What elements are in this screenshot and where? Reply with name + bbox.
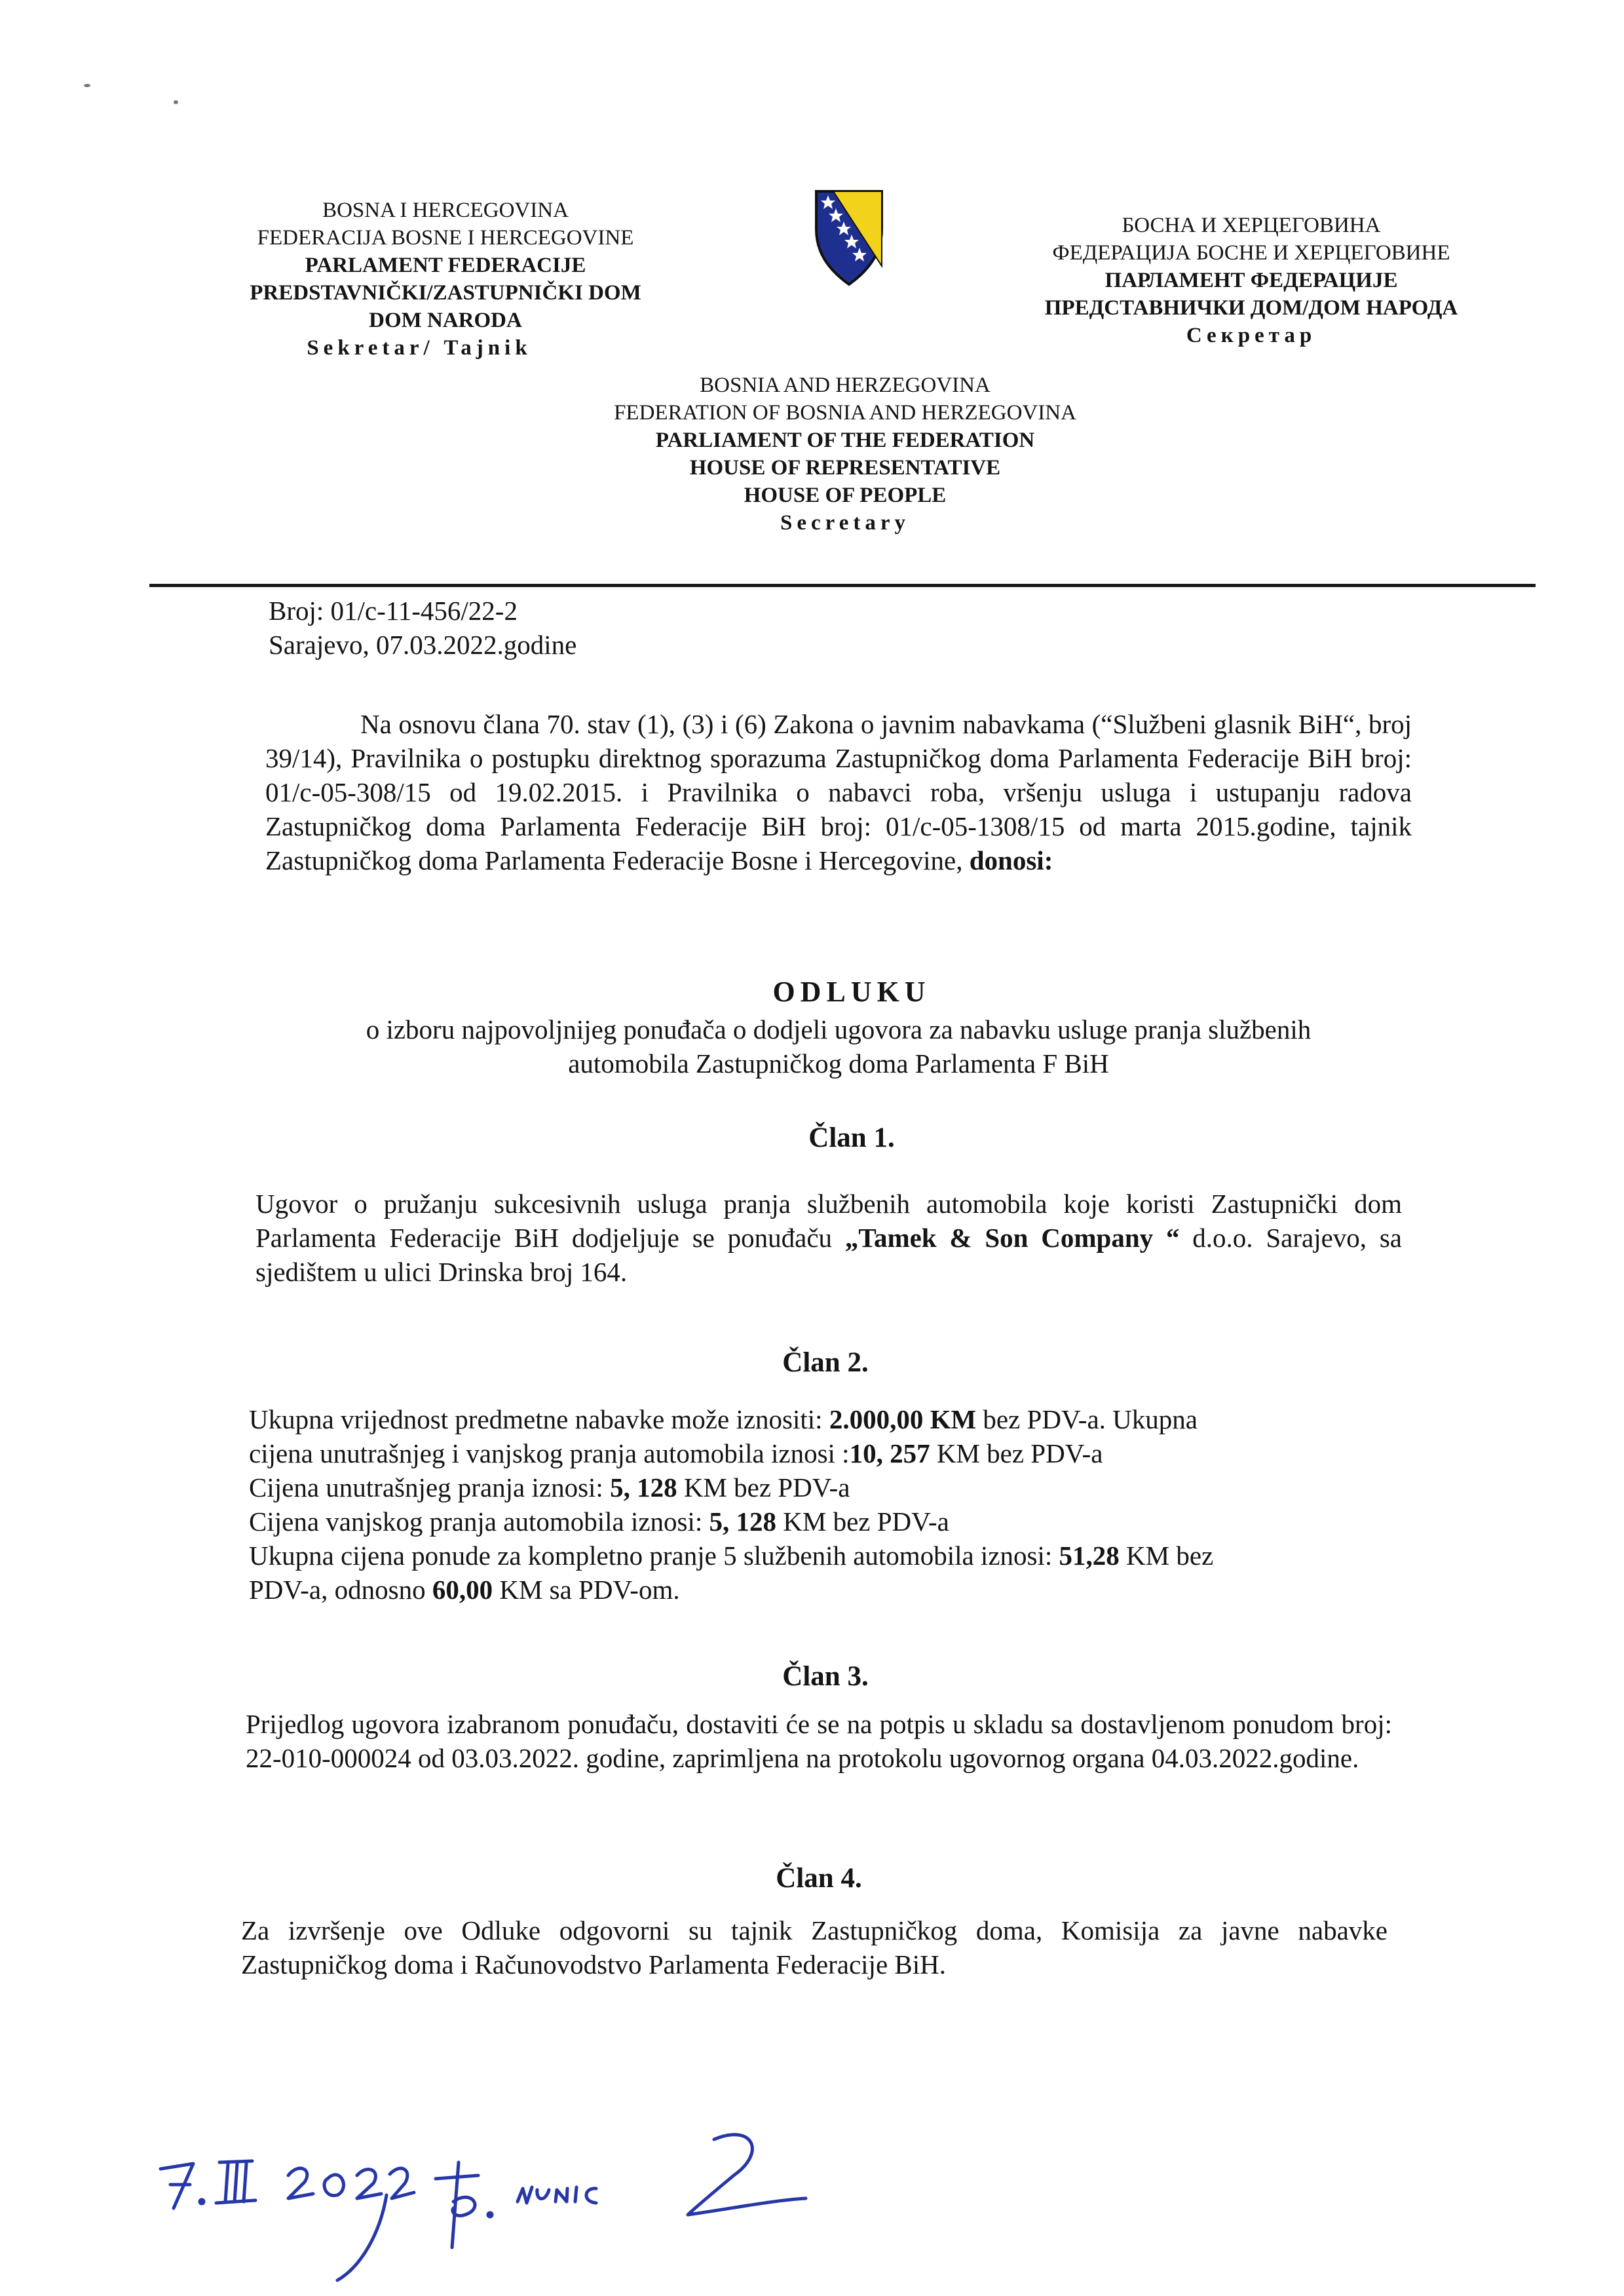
decision-subtitle <box>216 1012 1461 1081</box>
decision-title: ODLUKU <box>772 976 931 1008</box>
letterhead-line: ФЕДЕРАЦИЈА БОСНЕ И ХЕРЦЕГОВИНЕ <box>1052 241 1450 265</box>
article-1-body-end: d.o.o. Sarajevo, sa sjedištem u ulici Drinska broj 164. <box>255 1223 1402 1287</box>
letterhead-line: BOSNA I HERCEGOVINA <box>322 199 569 222</box>
letterhead-line: HOUSE OF PEOPLE <box>744 484 947 507</box>
preamble-text: Na osnovu člana 70. stav (1), (3) i (6) Zakona o javnim nabavkama (“Službeni glasnik BiH“, broj 39/14), Pravilnika o postupku direktnog sporazuma Zastupničkog doma Parlamenta Federacije BiH broj: 01/c-05-308/15 od 19.02.2015. i Pravilnika o nabavci roba, vršenju usluga i ustupanju radova Zastupničkog doma Parlamenta Federacije BiH broj: 01/c-05-1308/15 od marta 2015.godine, tajnik Zastupničkog doma Parlamenta Federacije Bosne i Hercegovine, <box>265 709 1412 875</box>
letterhead-latin <box>216 197 675 362</box>
reference-number: Broj: 01/c-11-456/22-2 <box>269 596 518 626</box>
letterhead-line: FEDERACIJA BOSNE I HERCEGOVINE <box>257 226 634 250</box>
decision-subtitle-line: o izboru najpovoljnijeg ponuđača o dodjeli ugovora za nabavku usluge pranja službenih <box>366 1014 1312 1044</box>
letterhead-line: FEDERATION OF BOSNIA AND HERZEGOVINA <box>614 401 1076 425</box>
scan-speck <box>84 84 90 87</box>
preamble <box>265 707 1412 877</box>
article-1-text <box>255 1187 1402 1289</box>
letterhead-line: HOUSE OF REPRESENTATIVE <box>689 456 1001 480</box>
article-2-heading: Član 2. <box>782 1347 869 1378</box>
letterhead-line: БОСНА И ХЕРЦЕГОВИНА <box>1122 214 1381 237</box>
article-4-text: Za izvršenje ove Odluke odgovorni su tajnik Zastupničkog doma, Komisija za javne nabavke Zastupničkog doma i Računovodstvo Parlamenta Federacije BiH. <box>241 1915 1388 1980</box>
article-2-line: PDV-a, odnosno 60,00 KM sa PDV-om. <box>249 1575 680 1605</box>
reference-block <box>269 594 1055 662</box>
coat-of-arms-icon <box>814 189 884 287</box>
letterhead-secretary: Секретар <box>1186 324 1317 347</box>
letterhead-cyrillic <box>996 212 1507 349</box>
article-1-heading: Član 1. <box>808 1122 895 1153</box>
letterhead-line: PREDSTAVNIČKI/ZASTUPNIČKI DOM <box>250 281 641 305</box>
decision-subtitle-line: automobila Zastupničkog doma Parlamenta F BiH <box>568 1048 1109 1079</box>
article-3-heading: Član 3. <box>782 1661 869 1692</box>
letterhead-english <box>563 372 1127 537</box>
letterhead-line: PARLIAMENT OF THE FEDERATION <box>655 429 1035 452</box>
letterhead-line: BOSNIA AND HERZEGOVINA <box>700 373 991 397</box>
letterhead-line: ПАРЛАМЕНТ ФЕДЕРАЦИЈЕ <box>1105 269 1398 292</box>
preamble-donosi: donosi: <box>969 845 1053 875</box>
scan-speck <box>174 100 178 104</box>
letterhead-line: DOM NARODA <box>369 309 522 332</box>
header-divider <box>149 584 1536 587</box>
article-2-line: Ukupna vrijednost predmetne nabavke može iznositi: 2.000,00 KM bez PDV-a. Ukupna <box>249 1404 1198 1434</box>
letterhead-line: PARLAMENT FEDERACIJE <box>305 254 586 277</box>
reference-place-date: Sarajevo, 07.03.2022.godine <box>269 630 577 660</box>
company-name: „Tamek & Son Company “ <box>844 1223 1180 1253</box>
letterhead-line: ПРЕДСТАВНИЧКИ ДОМ/ДОМ НАРОДА <box>1044 296 1458 320</box>
article-2-line: cijena unutrašnjeg i vanjskog pranja automobila iznosi :10, 257 KM bez PDV-a <box>249 1438 1103 1468</box>
article-2-line: Ukupna cijena ponude za kompletno pranje 5 službenih automobila iznosi: 51,28 KM bez <box>249 1540 1214 1571</box>
article-1-body: Ugovor o pružanju sukcesivnih usluga pranja službenih automobila koje koristi Zastupnički dom Parlamenta Federacije BiH dodjeljuje se ponuđaču <box>255 1189 1402 1253</box>
article-2-text <box>249 1402 1415 1607</box>
article-4-heading: Član 4. <box>776 1863 862 1894</box>
letterhead-secretary: Secretary <box>780 511 910 535</box>
letterhead-secretary: Sekretar/ Tajnik <box>307 336 532 360</box>
article-2-line: Cijena unutrašnjeg pranja iznosi: 5, 128 KM bez PDV-a <box>249 1472 850 1502</box>
handwritten-signature <box>144 2116 865 2287</box>
article-3-text: Prijedlog ugovora izabranom ponuđaču, dostaviti će se na potpis u skladu sa dostavljenom ponudom broj: 22-010-000024 od 03.03.2022. godine, zaprimljena na protokolu ugovornog organa 04.03.2022.godine. <box>246 1709 1392 1773</box>
article-2-line: Cijena vanjskog pranja automobila iznosi: 5, 128 KM bez PDV-a <box>249 1506 949 1537</box>
